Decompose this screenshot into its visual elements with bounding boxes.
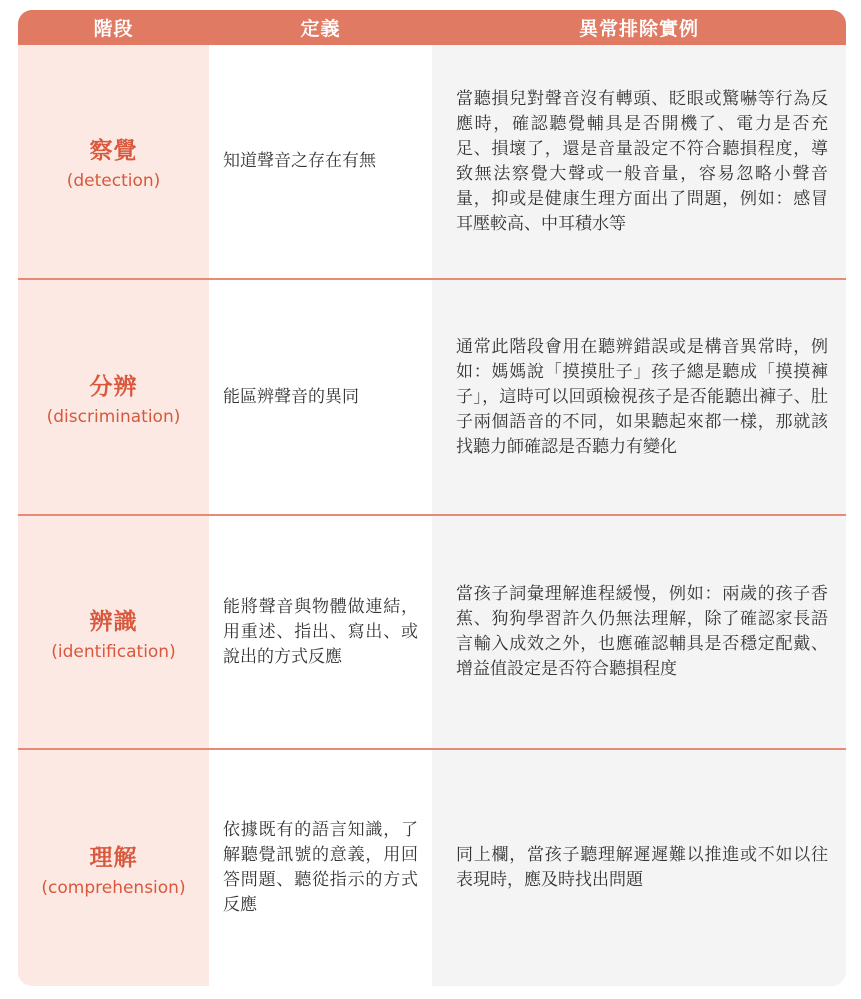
stage-name-zh: 理解 bbox=[89, 844, 138, 871]
definition-cell bbox=[209, 280, 432, 514]
example-cell bbox=[432, 280, 846, 514]
example-text: 當聽損兒對聲音沒有轉頭、眨眼或驚嚇等行為反應時，確認聽覺輔具是否開機了、電力是否充足、損壞了，還是音量設定不符合聽損程度，導致無法察覺大聲或一般音量，容易忽略小聲音量，抑或是健康生理方面出了問題，例如：感冒耳壓較高、中耳積水等 bbox=[456, 88, 828, 234]
header-stage: 階段 bbox=[93, 18, 134, 40]
definition-cell bbox=[209, 516, 432, 748]
stage-name-en: (discrimination) bbox=[46, 406, 181, 427]
definition-text: 能將聲音與物體做連結，用重述、指出、寫出、或說出的方式反應 bbox=[223, 596, 418, 667]
table-row bbox=[18, 750, 846, 986]
stage-cell bbox=[18, 280, 209, 514]
header-examples: 異常排除實例 bbox=[578, 18, 699, 40]
stage-cell bbox=[18, 750, 209, 986]
example-text: 同上欄，當孩子聽理解遲遲難以推進或不如以往表現時，應及時找出問題 bbox=[456, 845, 828, 890]
definition-text: 依據既有的語言知識，了解聽覺訊號的意義，用回答問題、聽從指示的方式反應 bbox=[223, 820, 418, 915]
example-text: 通常此階段會用在聽辨錯誤或是構音異常時，例如：媽媽說「摸摸肚子」孩子總是聽成「摸摸褲子」，這時可以回頭檢視孩子是否能聽出褲子、肚子兩個語音的不同，如果聽起來都一樣，那就該找聽力師確認是否聽力有變化 bbox=[456, 336, 828, 457]
definition-text: 知道聲音之存在有無 bbox=[223, 151, 376, 171]
table-row bbox=[18, 516, 846, 748]
table-header bbox=[18, 10, 846, 45]
definition-cell bbox=[209, 750, 432, 986]
stage-name-en: (detection) bbox=[66, 171, 161, 191]
stage-cell bbox=[18, 516, 209, 748]
stage-name-zh: 分辨 bbox=[89, 373, 138, 400]
example-cell bbox=[432, 750, 846, 986]
stage-cell bbox=[18, 45, 209, 278]
example-cell bbox=[432, 516, 846, 748]
example-text: 當孩子詞彙理解進程緩慢，例如：兩歲的孩子香蕉、狗狗學習許久仍無法理解，除了確認家長語言輸入成效之外，也應確認輔具是否穩定配戴、增益值設定是否符合聽損程度 bbox=[456, 584, 828, 679]
header-definition: 定義 bbox=[300, 18, 341, 40]
table-row bbox=[18, 45, 846, 278]
stage-name-en: (identification) bbox=[51, 641, 176, 662]
stage-table bbox=[18, 10, 846, 986]
stage-name-zh: 察覺 bbox=[89, 138, 138, 164]
stage-name-zh: 辨識 bbox=[89, 608, 138, 635]
definition-cell bbox=[209, 45, 432, 278]
table-row bbox=[18, 280, 846, 514]
definition-text: 能區辨聲音的異同 bbox=[223, 386, 359, 407]
example-cell bbox=[432, 45, 846, 278]
stage-name-en: (comprehension) bbox=[41, 877, 186, 898]
